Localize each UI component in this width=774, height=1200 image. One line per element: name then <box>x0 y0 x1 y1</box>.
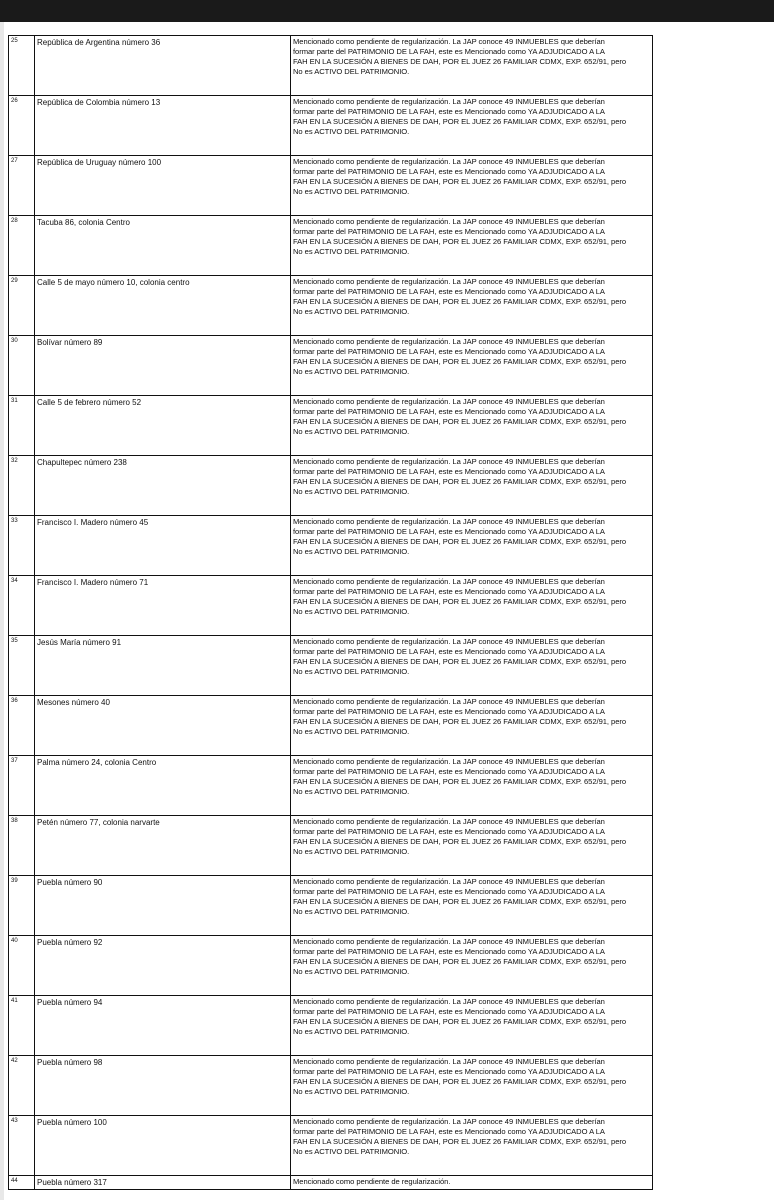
status-line: formar parte del PATRIMONIO DE LA FAH, este es Mencionado como YA ADJUDICADO A LA <box>293 407 605 416</box>
row-number: 44 <box>9 1176 35 1190</box>
table-row <box>9 336 653 396</box>
status-line: Mencionado como pendiente de regularización. La JAP conoce 49 INMUEBLES que deberían <box>293 37 605 46</box>
status-note <box>291 36 653 96</box>
property-address: Bolívar número 89 <box>35 336 291 396</box>
status-line: Mencionado como pendiente de regularización. La JAP conoce 49 INMUEBLES que deberían <box>293 97 605 106</box>
status-line: formar parte del PATRIMONIO DE LA FAH, este es Mencionado como YA ADJUDICADO A LA <box>293 227 605 236</box>
status-line: FAH EN LA SUCESIÓN A BIENES DE DAH, POR EL JUEZ 26 FAMILIAR CDMX, EXP. 652/91, pero <box>293 777 627 786</box>
status-note <box>291 336 653 396</box>
status-line: FAH EN LA SUCESIÓN A BIENES DE DAH, POR EL JUEZ 26 FAMILIAR CDMX, EXP. 652/91, pero <box>293 957 627 966</box>
row-number: 33 <box>9 516 35 576</box>
status-line: FAH EN LA SUCESIÓN A BIENES DE DAH, POR EL JUEZ 26 FAMILIAR CDMX, EXP. 652/91, pero <box>293 357 627 366</box>
row-number: 28 <box>9 216 35 276</box>
status-note <box>291 216 653 276</box>
status-line: formar parte del PATRIMONIO DE LA FAH, este es Mencionado como YA ADJUDICADO A LA <box>293 887 605 896</box>
table-row <box>9 636 653 696</box>
table-row <box>9 36 653 96</box>
table-row <box>9 96 653 156</box>
status-line: No es ACTIVO DEL PATRIMONIO. <box>293 547 410 556</box>
status-note <box>291 1056 653 1116</box>
status-line: No es ACTIVO DEL PATRIMONIO. <box>293 847 410 856</box>
property-address: Calle 5 de mayo número 10, colonia centro <box>35 276 291 336</box>
status-line: No es ACTIVO DEL PATRIMONIO. <box>293 607 410 616</box>
status-line: FAH EN LA SUCESIÓN A BIENES DE DAH, POR EL JUEZ 26 FAMILIAR CDMX, EXP. 652/91, pero <box>293 237 627 246</box>
status-note <box>291 756 653 816</box>
property-address: República de Uruguay número 100 <box>35 156 291 216</box>
status-line: FAH EN LA SUCESIÓN A BIENES DE DAH, POR EL JUEZ 26 FAMILIAR CDMX, EXP. 652/91, pero <box>293 1077 627 1086</box>
row-number: 41 <box>9 996 35 1056</box>
status-note <box>291 456 653 516</box>
row-number: 26 <box>9 96 35 156</box>
status-line: FAH EN LA SUCESIÓN A BIENES DE DAH, POR EL JUEZ 26 FAMILIAR CDMX, EXP. 652/91, pero <box>293 1017 627 1026</box>
table-row <box>9 756 653 816</box>
status-line: Mencionado como pendiente de regularización. La JAP conoce 49 INMUEBLES que deberían <box>293 937 605 946</box>
table-row <box>9 576 653 636</box>
status-line: Mencionado como pendiente de regularización. La JAP conoce 49 INMUEBLES que deberían <box>293 637 605 646</box>
status-note <box>291 636 653 696</box>
table-body <box>9 36 653 1190</box>
table-row <box>9 696 653 756</box>
top-bar <box>0 0 774 22</box>
properties-table <box>8 35 653 1190</box>
row-number: 40 <box>9 936 35 996</box>
row-number: 35 <box>9 636 35 696</box>
status-line: Mencionado como pendiente de regularización. La JAP conoce 49 INMUEBLES que deberían <box>293 997 605 1006</box>
status-line: No es ACTIVO DEL PATRIMONIO. <box>293 487 410 496</box>
status-line: No es ACTIVO DEL PATRIMONIO. <box>293 667 410 676</box>
status-line: Mencionado como pendiente de regularización. La JAP conoce 49 INMUEBLES que deberían <box>293 157 605 166</box>
property-address: Puebla número 90 <box>35 876 291 936</box>
status-line: formar parte del PATRIMONIO DE LA FAH, este es Mencionado como YA ADJUDICADO A LA <box>293 467 605 476</box>
property-address: Puebla número 92 <box>35 936 291 996</box>
table-row <box>9 1176 653 1190</box>
property-address: Petén número 77, colonia narvarte <box>35 816 291 876</box>
status-note <box>291 996 653 1056</box>
status-line: formar parte del PATRIMONIO DE LA FAH, este es Mencionado como YA ADJUDICADO A LA <box>293 167 605 176</box>
status-line: formar parte del PATRIMONIO DE LA FAH, este es Mencionado como YA ADJUDICADO A LA <box>293 767 605 776</box>
status-line: FAH EN LA SUCESIÓN A BIENES DE DAH, POR EL JUEZ 26 FAMILIAR CDMX, EXP. 652/91, pero <box>293 177 627 186</box>
status-line: No es ACTIVO DEL PATRIMONIO. <box>293 427 410 436</box>
table-row <box>9 936 653 996</box>
table-row <box>9 516 653 576</box>
status-line: No es ACTIVO DEL PATRIMONIO. <box>293 67 410 76</box>
table-row <box>9 156 653 216</box>
status-line: FAH EN LA SUCESIÓN A BIENES DE DAH, POR EL JUEZ 26 FAMILIAR CDMX, EXP. 652/91, pero <box>293 417 627 426</box>
status-line: Mencionado como pendiente de regularización. La JAP conoce 49 INMUEBLES que deberían <box>293 457 605 466</box>
status-note <box>291 276 653 336</box>
status-line: No es ACTIVO DEL PATRIMONIO. <box>293 787 410 796</box>
status-note <box>291 576 653 636</box>
row-number: 30 <box>9 336 35 396</box>
table-row <box>9 876 653 936</box>
row-number: 31 <box>9 396 35 456</box>
status-line: FAH EN LA SUCESIÓN A BIENES DE DAH, POR EL JUEZ 26 FAMILIAR CDMX, EXP. 652/91, pero <box>293 1137 627 1146</box>
property-address: República de Colombia número 13 <box>35 96 291 156</box>
status-line: No es ACTIVO DEL PATRIMONIO. <box>293 127 410 136</box>
row-number: 37 <box>9 756 35 816</box>
status-note <box>291 516 653 576</box>
status-line: FAH EN LA SUCESIÓN A BIENES DE DAH, POR EL JUEZ 26 FAMILIAR CDMX, EXP. 652/91, pero <box>293 537 627 546</box>
status-note <box>291 816 653 876</box>
property-address: Francisco I. Madero número 45 <box>35 516 291 576</box>
status-note <box>291 396 653 456</box>
property-address: República de Argentina número 36 <box>35 36 291 96</box>
status-line: No es ACTIVO DEL PATRIMONIO. <box>293 1087 410 1096</box>
status-line: Mencionado como pendiente de regularización. La JAP conoce 49 INMUEBLES que deberían <box>293 757 605 766</box>
row-number: 25 <box>9 36 35 96</box>
status-line: Mencionado como pendiente de regularización. La JAP conoce 49 INMUEBLES que deberían <box>293 577 605 586</box>
status-line: Mencionado como pendiente de regularización. <box>293 1177 451 1186</box>
status-line: FAH EN LA SUCESIÓN A BIENES DE DAH, POR EL JUEZ 26 FAMILIAR CDMX, EXP. 652/91, pero <box>293 837 627 846</box>
status-line: formar parte del PATRIMONIO DE LA FAH, este es Mencionado como YA ADJUDICADO A LA <box>293 1007 605 1016</box>
table-row <box>9 456 653 516</box>
status-line: Mencionado como pendiente de regularización. La JAP conoce 49 INMUEBLES que deberían <box>293 817 605 826</box>
property-address: Calle 5 de febrero número 52 <box>35 396 291 456</box>
status-line: Mencionado como pendiente de regularización. La JAP conoce 49 INMUEBLES que deberían <box>293 1117 605 1126</box>
status-line: FAH EN LA SUCESIÓN A BIENES DE DAH, POR EL JUEZ 26 FAMILIAR CDMX, EXP. 652/91, pero <box>293 297 627 306</box>
property-address: Chapultepec número 238 <box>35 456 291 516</box>
status-line: No es ACTIVO DEL PATRIMONIO. <box>293 727 410 736</box>
row-number: 27 <box>9 156 35 216</box>
status-note <box>291 936 653 996</box>
property-address: Puebla número 94 <box>35 996 291 1056</box>
status-line: Mencionado como pendiente de regularización. La JAP conoce 49 INMUEBLES que deberían <box>293 697 605 706</box>
status-line: FAH EN LA SUCESIÓN A BIENES DE DAH, POR EL JUEZ 26 FAMILIAR CDMX, EXP. 652/91, pero <box>293 597 627 606</box>
status-line: formar parte del PATRIMONIO DE LA FAH, este es Mencionado como YA ADJUDICADO A LA <box>293 1067 605 1076</box>
property-address: Mesones número 40 <box>35 696 291 756</box>
table-row <box>9 396 653 456</box>
status-line: No es ACTIVO DEL PATRIMONIO. <box>293 247 410 256</box>
status-line: Mencionado como pendiente de regularización. La JAP conoce 49 INMUEBLES que deberían <box>293 217 605 226</box>
table-row <box>9 1056 653 1116</box>
row-number: 38 <box>9 816 35 876</box>
status-line: FAH EN LA SUCESIÓN A BIENES DE DAH, POR EL JUEZ 26 FAMILIAR CDMX, EXP. 652/91, pero <box>293 477 627 486</box>
status-line: No es ACTIVO DEL PATRIMONIO. <box>293 187 410 196</box>
status-note <box>291 876 653 936</box>
status-line: Mencionado como pendiente de regularización. La JAP conoce 49 INMUEBLES que deberían <box>293 877 605 886</box>
status-note <box>291 96 653 156</box>
property-address: Francisco I. Madero número 71 <box>35 576 291 636</box>
status-line: formar parte del PATRIMONIO DE LA FAH, este es Mencionado como YA ADJUDICADO A LA <box>293 47 605 56</box>
status-line: formar parte del PATRIMONIO DE LA FAH, este es Mencionado como YA ADJUDICADO A LA <box>293 1127 605 1136</box>
status-line: FAH EN LA SUCESIÓN A BIENES DE DAH, POR EL JUEZ 26 FAMILIAR CDMX, EXP. 652/91, pero <box>293 57 627 66</box>
status-line: FAH EN LA SUCESIÓN A BIENES DE DAH, POR EL JUEZ 26 FAMILIAR CDMX, EXP. 652/91, pero <box>293 897 627 906</box>
table-row <box>9 816 653 876</box>
status-line: No es ACTIVO DEL PATRIMONIO. <box>293 367 410 376</box>
status-line: Mencionado como pendiente de regularización. La JAP conoce 49 INMUEBLES que deberían <box>293 1057 605 1066</box>
property-address: Tacuba 86, colonia Centro <box>35 216 291 276</box>
property-address: Palma número 24, colonia Centro <box>35 756 291 816</box>
status-line: formar parte del PATRIMONIO DE LA FAH, este es Mencionado como YA ADJUDICADO A LA <box>293 107 605 116</box>
status-line: FAH EN LA SUCESIÓN A BIENES DE DAH, POR EL JUEZ 26 FAMILIAR CDMX, EXP. 652/91, pero <box>293 717 627 726</box>
row-number: 34 <box>9 576 35 636</box>
status-line: Mencionado como pendiente de regularización. La JAP conoce 49 INMUEBLES que deberían <box>293 397 605 406</box>
status-line: No es ACTIVO DEL PATRIMONIO. <box>293 967 410 976</box>
row-number: 42 <box>9 1056 35 1116</box>
status-line: formar parte del PATRIMONIO DE LA FAH, este es Mencionado como YA ADJUDICADO A LA <box>293 647 605 656</box>
status-line: No es ACTIVO DEL PATRIMONIO. <box>293 907 410 916</box>
status-line: No es ACTIVO DEL PATRIMONIO. <box>293 307 410 316</box>
status-line: Mencionado como pendiente de regularización. La JAP conoce 49 INMUEBLES que deberían <box>293 337 605 346</box>
status-line: formar parte del PATRIMONIO DE LA FAH, este es Mencionado como YA ADJUDICADO A LA <box>293 947 605 956</box>
property-address: Puebla número 98 <box>35 1056 291 1116</box>
status-line: No es ACTIVO DEL PATRIMONIO. <box>293 1027 410 1036</box>
status-line: formar parte del PATRIMONIO DE LA FAH, este es Mencionado como YA ADJUDICADO A LA <box>293 587 605 596</box>
status-note <box>291 156 653 216</box>
status-line: formar parte del PATRIMONIO DE LA FAH, este es Mencionado como YA ADJUDICADO A LA <box>293 707 605 716</box>
status-line: formar parte del PATRIMONIO DE LA FAH, este es Mencionado como YA ADJUDICADO A LA <box>293 287 605 296</box>
property-address: Puebla número 317 <box>35 1176 291 1190</box>
row-number: 32 <box>9 456 35 516</box>
status-note <box>291 696 653 756</box>
status-line: Mencionado como pendiente de regularización. La JAP conoce 49 INMUEBLES que deberían <box>293 277 605 286</box>
table-row <box>9 276 653 336</box>
status-line: Mencionado como pendiente de regularización. La JAP conoce 49 INMUEBLES que deberían <box>293 517 605 526</box>
status-note <box>291 1116 653 1176</box>
status-note <box>291 1176 653 1190</box>
status-line: formar parte del PATRIMONIO DE LA FAH, este es Mencionado como YA ADJUDICADO A LA <box>293 527 605 536</box>
status-line: No es ACTIVO DEL PATRIMONIO. <box>293 1147 410 1156</box>
status-line: formar parte del PATRIMONIO DE LA FAH, este es Mencionado como YA ADJUDICADO A LA <box>293 827 605 836</box>
page-edge <box>0 22 4 1200</box>
status-line: FAH EN LA SUCESIÓN A BIENES DE DAH, POR EL JUEZ 26 FAMILIAR CDMX, EXP. 652/91, pero <box>293 117 627 126</box>
table-row <box>9 996 653 1056</box>
table-row <box>9 216 653 276</box>
row-number: 36 <box>9 696 35 756</box>
property-address: Jesús María número 91 <box>35 636 291 696</box>
row-number: 39 <box>9 876 35 936</box>
status-line: formar parte del PATRIMONIO DE LA FAH, este es Mencionado como YA ADJUDICADO A LA <box>293 347 605 356</box>
property-address: Puebla número 100 <box>35 1116 291 1176</box>
row-number: 43 <box>9 1116 35 1176</box>
row-number: 29 <box>9 276 35 336</box>
status-line: FAH EN LA SUCESIÓN A BIENES DE DAH, POR EL JUEZ 26 FAMILIAR CDMX, EXP. 652/91, pero <box>293 657 627 666</box>
table-row <box>9 1116 653 1176</box>
